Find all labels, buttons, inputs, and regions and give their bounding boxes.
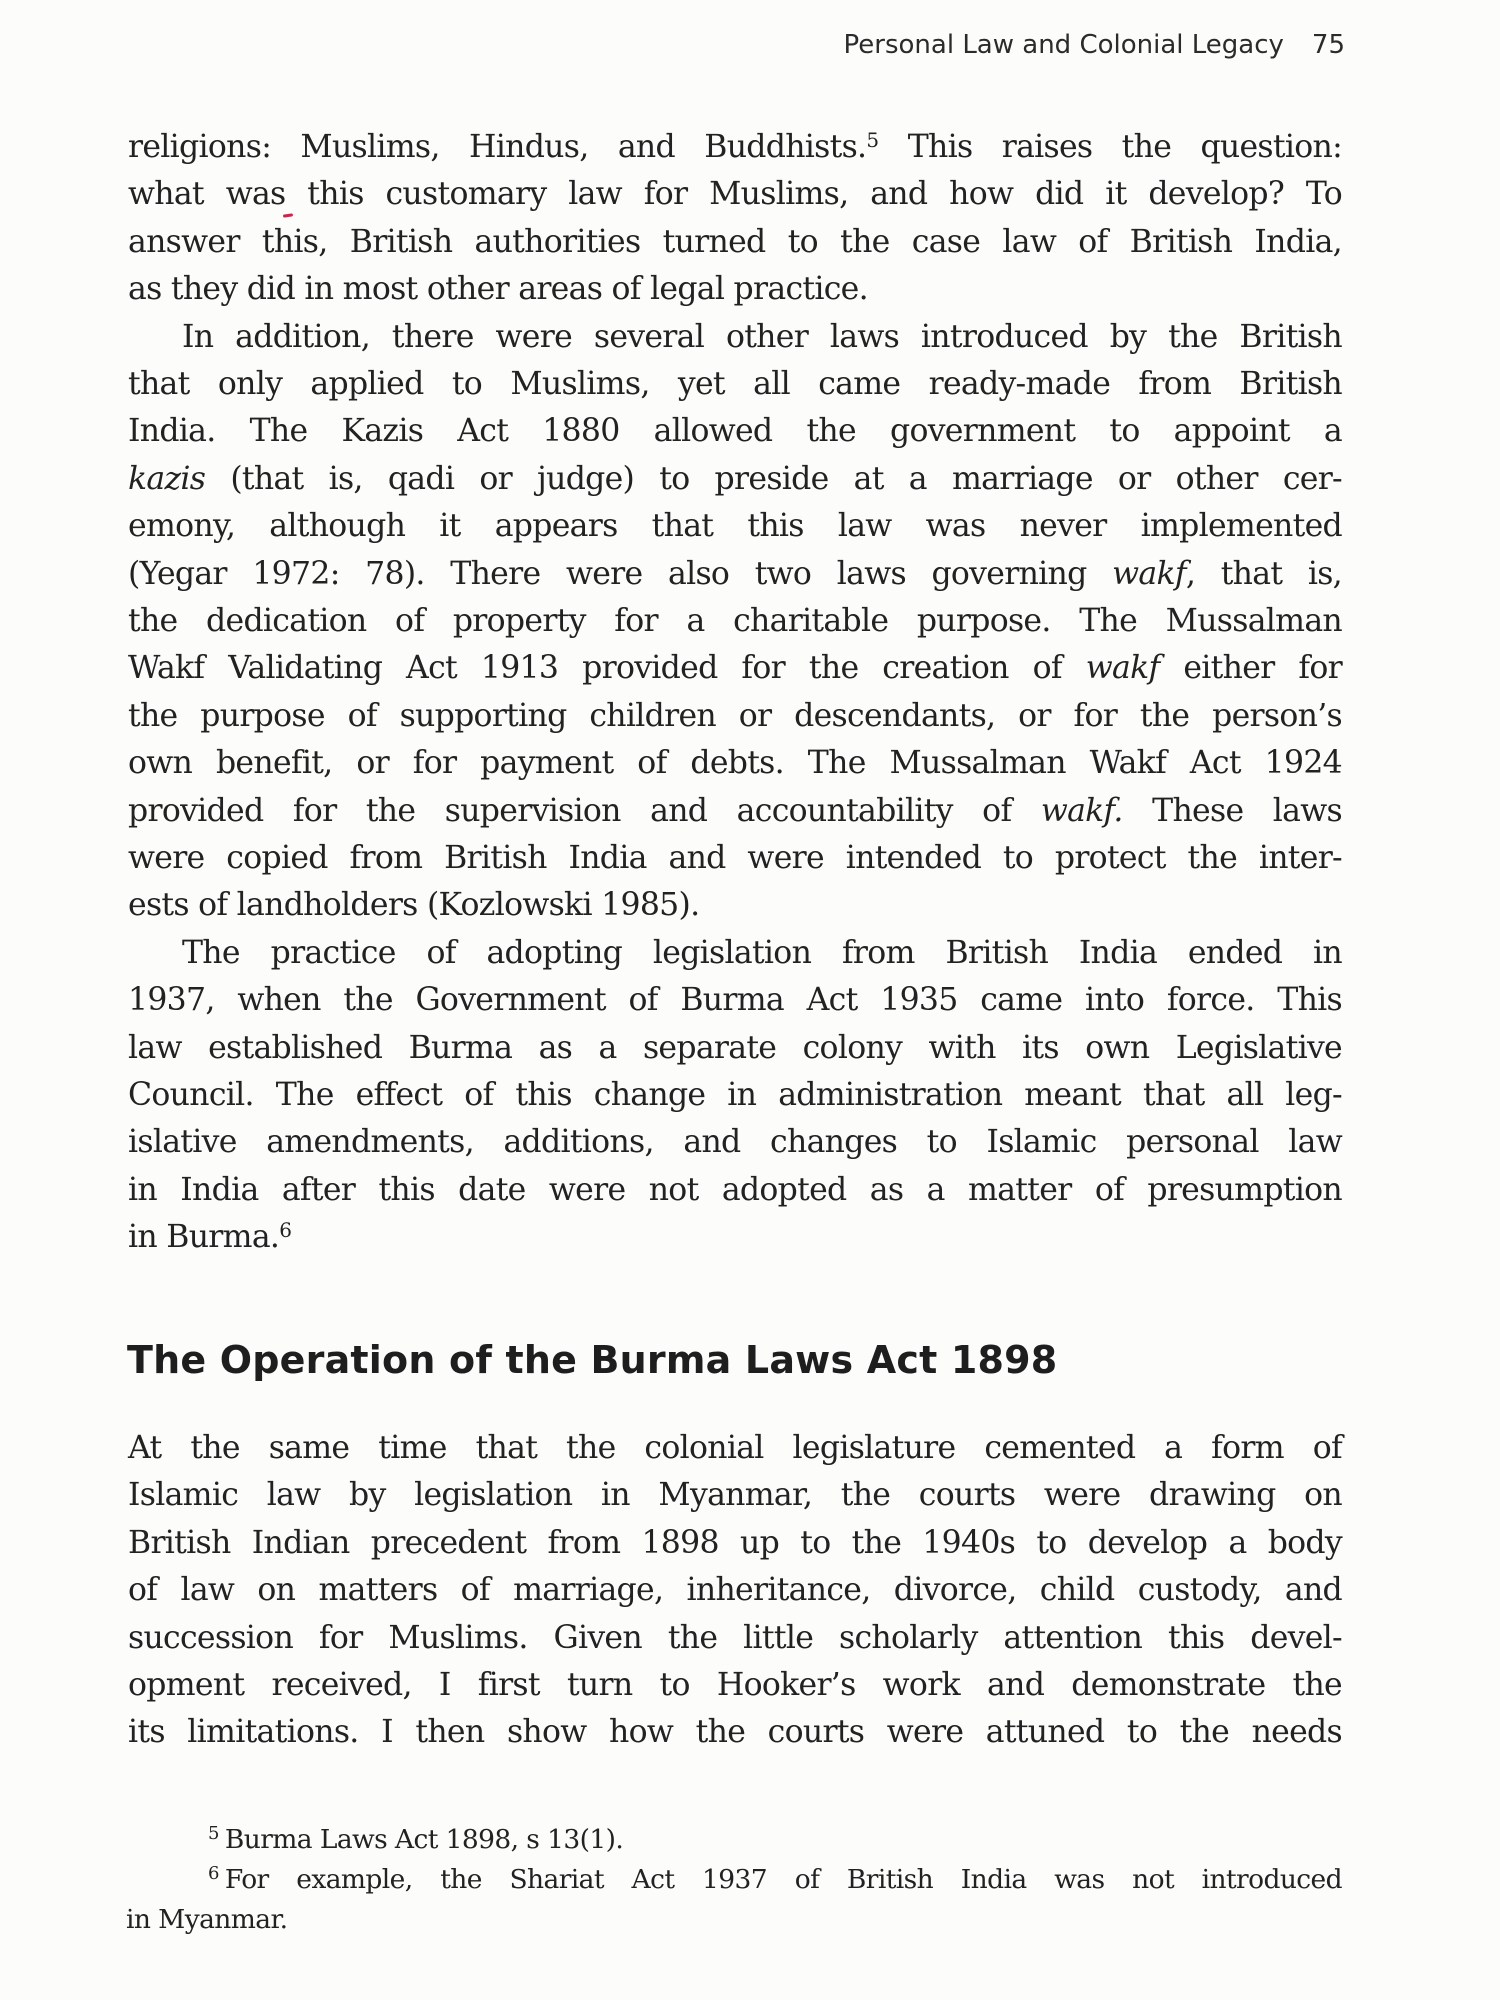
paragraph-3	[128, 930, 1342, 1262]
text-line: islative amendments, additions, and changes to Islamic personal law	[128, 1124, 1342, 1161]
text-line: emony, although it appears that this law was never implemented	[128, 508, 1342, 545]
text-line: own benefit, or for payment of debts. The Mussalman Wakf Act 1924	[128, 745, 1342, 782]
line-text: Wakf Validating Act 1913 provided for the creation of	[128, 650, 1062, 687]
footnote-number: 6	[208, 1863, 219, 1884]
line-text: provided for the supervision and accountability of	[128, 792, 1012, 829]
text-line: British Indian precedent from 1898 up to the 1940s to develop a body	[128, 1524, 1342, 1561]
footnote-ref-5[interactable]: 5	[866, 128, 879, 152]
text-line: were copied from British India and were intended to protect the inter-	[128, 839, 1342, 876]
text-line: At the same time that the colonial legislature cemented a form of	[128, 1430, 1342, 1466]
text-line: Council. The effect of this change in administration meant that all leg-	[128, 1076, 1342, 1113]
paragraph-2	[128, 314, 1342, 930]
italic-term: wakf	[1112, 555, 1186, 592]
footnotes	[126, 1820, 1342, 1940]
running-title: Personal Law and Colonial Legacy	[843, 30, 1284, 60]
text-line: ests of landholders (Kozlowski 1985).	[128, 887, 700, 924]
text-line: The practice of adopting legislation from British India ended in	[182, 934, 1342, 971]
text-line: what was this customary law for Muslims, and how did it develop? To	[128, 176, 1342, 213]
text-line: opment received, I first turn to Hooker’s work and demonstrate the	[128, 1666, 1342, 1703]
text-line: in India after this date were not adopted as a matter of presumption	[128, 1171, 1342, 1208]
text-line: of law on matters of marriage, inheritance, divorce, child custody, and	[128, 1572, 1342, 1609]
text-line: In addition, there were several other laws introduced by the British	[182, 318, 1342, 355]
text-line	[128, 456, 1342, 503]
text-line	[128, 1214, 1342, 1261]
line-text: religions: Muslims, Hindus, and Buddhists.	[128, 129, 867, 165]
text-line: 1937, when the Government of Burma Act 1935 came into force. This	[128, 982, 1342, 1019]
page-number: 75	[1311, 30, 1345, 60]
footnote-text: For example, the Shariat Act 1937 of British India was not introduced	[224, 1864, 1342, 1895]
text-line: succession for Muslims. Given the little scholarly attention this devel-	[128, 1619, 1342, 1656]
line-text: , that is,	[1185, 555, 1342, 592]
footnote-6	[126, 1860, 1342, 1900]
running-header	[780, 30, 1345, 60]
text-line: the dedication of property for a charitable purpose. The Mussalman	[128, 602, 1342, 639]
text-line	[128, 124, 1342, 171]
text-line	[128, 551, 1342, 598]
footnote-5	[126, 1820, 1342, 1860]
text-line	[128, 645, 1342, 692]
section-heading: The Operation of the Burma Laws Act 1898	[127, 1338, 1058, 1382]
line-text: in Burma.	[128, 1219, 280, 1256]
text-line: that only applied to Muslims, yet all came ready-made from British	[128, 365, 1342, 402]
footnote-number: 5	[208, 1823, 219, 1844]
text-line	[128, 788, 1342, 835]
italic-term: kazis	[128, 460, 206, 497]
italic-term: wakf.	[1040, 792, 1123, 829]
text-line: its limitations. I then show how the courts were attuned to the needs	[128, 1714, 1342, 1751]
text-line: law established Burma as a separate colony with its own Legislative	[128, 1029, 1342, 1066]
line-text: This raises the question:	[878, 129, 1342, 165]
text-line: the purpose of supporting children or descendants, or for the person’s	[128, 697, 1342, 734]
line-text: either for	[1159, 650, 1342, 687]
text-line: answer this, British authorities turned to the case law of British India,	[128, 223, 1342, 260]
line-text: (that is, qadi or judge) to preside at a marriage or other cer-	[230, 460, 1342, 497]
line-text: These laws	[1122, 792, 1342, 829]
text-line: India. The Kazis Act 1880 allowed the government to appoint a	[128, 413, 1342, 450]
paragraph-1	[128, 124, 1342, 314]
italic-term: wakf	[1085, 650, 1160, 687]
text-line: as they did in most other areas of legal practice.	[128, 271, 868, 308]
section-paragraph	[128, 1425, 1342, 1757]
footnote-6-continuation: in Myanmar.	[126, 1904, 288, 1935]
footnote-ref-6[interactable]: 6	[279, 1218, 292, 1243]
text-line: Islamic law by legislation in Myanmar, the courts were drawing on	[128, 1477, 1342, 1514]
footnote-text: Burma Laws Act 1898, s 13(1).	[224, 1824, 624, 1855]
line-text: (Yegar 1972: 78). There were also two laws governing	[128, 555, 1087, 592]
